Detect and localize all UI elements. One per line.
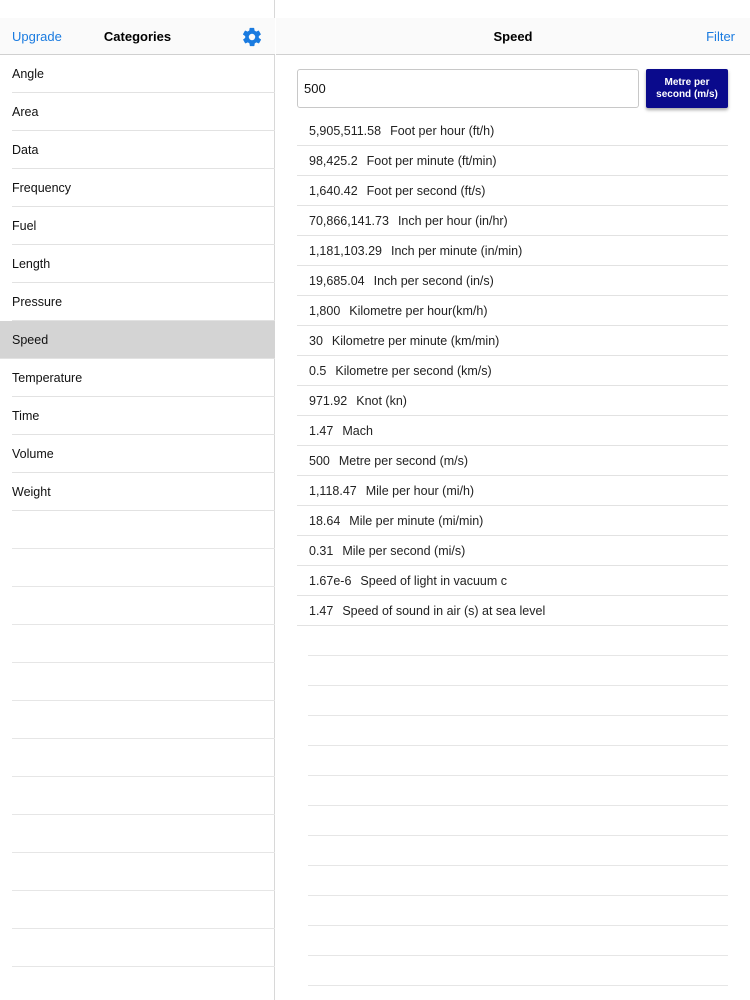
- categories-nav-bar: [0, 18, 275, 55]
- result-value: 1,118.47: [309, 484, 357, 498]
- unit-select-button[interactable]: Metre per second (m/s): [646, 69, 728, 108]
- category-item-data[interactable]: Data: [0, 131, 275, 169]
- result-value: 1.47: [309, 424, 334, 438]
- empty-category-row: [0, 929, 275, 967]
- empty-result-row: [308, 956, 728, 986]
- gear-icon[interactable]: [241, 26, 263, 48]
- empty-category-row: [0, 549, 275, 587]
- converter-pane: [276, 0, 750, 1000]
- result-unit: Mach: [342, 424, 373, 438]
- result-value: 971.92: [309, 394, 348, 408]
- result-value: 98,425.2: [309, 154, 358, 168]
- result-row[interactable]: [297, 236, 728, 266]
- empty-category-row: [0, 739, 275, 777]
- categories-pane: [0, 0, 275, 1000]
- result-value: 1,640.42: [309, 184, 358, 198]
- result-value: 19,685.04: [309, 274, 365, 288]
- result-row[interactable]: [297, 266, 728, 296]
- empty-result-row: [308, 806, 728, 836]
- result-row[interactable]: [297, 536, 728, 566]
- result-unit: Kilometre per hour(km/h): [349, 304, 488, 318]
- result-unit: Foot per second (ft/s): [366, 184, 486, 198]
- category-item-speed[interactable]: Speed: [0, 321, 275, 359]
- result-unit: Foot per minute (ft/min): [366, 154, 497, 168]
- result-unit: Metre per second (m/s): [338, 454, 469, 468]
- category-list-empty-rows: [0, 511, 275, 1000]
- category-item-area[interactable]: Area: [0, 93, 275, 131]
- empty-category-row: [0, 815, 275, 853]
- result-unit: Kilometre per second (km/s): [335, 364, 492, 378]
- result-row[interactable]: [297, 386, 728, 416]
- empty-category-row: [0, 701, 275, 739]
- category-item-fuel[interactable]: Fuel: [0, 207, 275, 245]
- result-row[interactable]: [297, 476, 728, 506]
- converter-nav-bar: [276, 18, 750, 55]
- result-value: 30: [309, 334, 323, 348]
- result-unit: Inch per second (in/s): [373, 274, 494, 288]
- value-input[interactable]: [297, 69, 639, 108]
- empty-result-row: [308, 716, 728, 746]
- empty-result-row: [308, 776, 728, 806]
- result-value: 1.67e-6: [309, 574, 352, 588]
- result-value: 18.64: [309, 514, 341, 528]
- result-unit: Inch per hour (in/hr): [397, 214, 508, 228]
- result-unit: Kilometre per minute (km/min): [331, 334, 500, 348]
- result-row[interactable]: [297, 506, 728, 536]
- result-unit: Speed of light in vacuum c: [360, 574, 508, 588]
- result-row[interactable]: [297, 326, 728, 356]
- category-item-volume[interactable]: Volume: [0, 435, 275, 473]
- filter-button[interactable]: Filter: [706, 29, 735, 44]
- result-row[interactable]: [297, 446, 728, 476]
- results-empty-rows: [308, 626, 728, 986]
- result-value: 1.47: [309, 604, 334, 618]
- empty-category-row: [0, 511, 275, 549]
- result-row[interactable]: [297, 176, 728, 206]
- empty-category-row: [0, 587, 275, 625]
- category-item-angle[interactable]: Angle: [0, 55, 275, 93]
- upgrade-button[interactable]: Upgrade: [12, 29, 62, 44]
- empty-result-row: [308, 866, 728, 896]
- result-row[interactable]: [297, 296, 728, 326]
- category-list: [0, 55, 275, 1000]
- empty-result-row: [308, 896, 728, 926]
- empty-category-row: [0, 891, 275, 929]
- empty-category-row: [0, 967, 275, 1000]
- empty-result-row: [308, 746, 728, 776]
- category-item-time[interactable]: Time: [0, 397, 275, 435]
- result-value: 0.31: [309, 544, 334, 558]
- empty-category-row: [0, 625, 275, 663]
- result-row[interactable]: [297, 416, 728, 446]
- result-row[interactable]: [297, 116, 728, 146]
- result-row[interactable]: [297, 566, 728, 596]
- empty-category-row: [0, 853, 275, 891]
- result-row[interactable]: [297, 596, 728, 626]
- empty-category-row: [0, 777, 275, 815]
- result-unit: Inch per minute (in/min): [391, 244, 523, 258]
- empty-result-row: [308, 626, 728, 656]
- result-value: 500: [309, 454, 330, 468]
- result-value: 70,866,141.73: [309, 214, 389, 228]
- category-item-weight[interactable]: Weight: [0, 473, 275, 511]
- category-item-frequency[interactable]: Frequency: [0, 169, 275, 207]
- result-row[interactable]: [297, 356, 728, 386]
- result-unit: Mile per second (mi/s): [342, 544, 466, 558]
- category-item-temperature[interactable]: Temperature: [0, 359, 275, 397]
- result-value: 5,905,511.58: [309, 124, 382, 138]
- result-unit: Knot (kn): [356, 394, 407, 408]
- category-item-length[interactable]: Length: [0, 245, 275, 283]
- results-list: [297, 116, 728, 626]
- result-value: 0.5: [309, 364, 327, 378]
- result-unit: Foot per hour (ft/h): [390, 124, 495, 138]
- empty-result-row: [308, 926, 728, 956]
- category-item-pressure[interactable]: Pressure: [0, 283, 275, 321]
- result-unit: Mile per hour (mi/h): [365, 484, 475, 498]
- result-value: 1,800: [309, 304, 341, 318]
- result-unit: Speed of sound in air (s) at sea level: [342, 604, 546, 618]
- empty-category-row: [0, 663, 275, 701]
- empty-result-row: [308, 836, 728, 866]
- categories-title: Categories: [103, 29, 172, 44]
- result-value: 1,181,103.29: [309, 244, 382, 258]
- empty-result-row: [308, 656, 728, 686]
- result-row[interactable]: [297, 206, 728, 236]
- result-row[interactable]: [297, 146, 728, 176]
- result-unit: Mile per minute (mi/min): [349, 514, 484, 528]
- converter-title: Speed: [493, 29, 533, 44]
- empty-result-row: [308, 686, 728, 716]
